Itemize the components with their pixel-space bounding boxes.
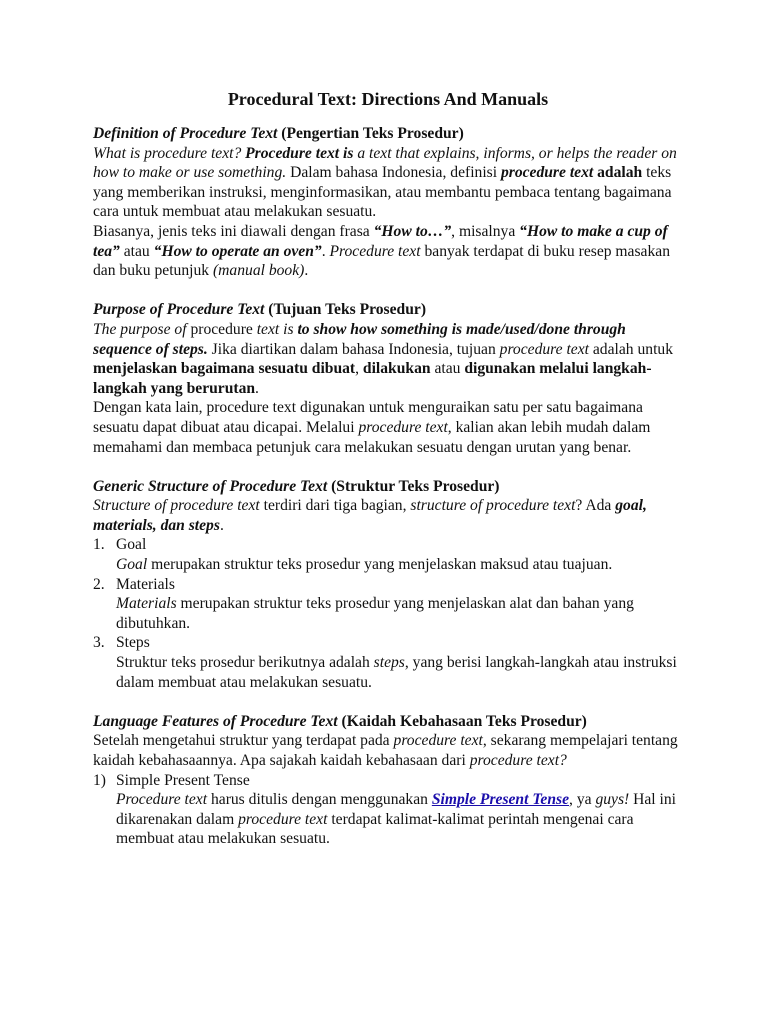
structure-section bbox=[93, 477, 683, 693]
text-run: Struktur teks prosedur berikutnya adalah bbox=[116, 654, 374, 672]
list-item bbox=[93, 633, 683, 692]
language-intro bbox=[93, 731, 683, 770]
text-run: (manual book) bbox=[212, 262, 305, 280]
text-run: Procedure text is bbox=[245, 144, 354, 162]
text-run: teks yang memberikan instruksi, menginformasikan, atau membantu pembaca tentang bagaimana cara untuk membuat atau melakukan sesuatu. bbox=[93, 164, 672, 221]
text-run: The purpose of bbox=[93, 320, 191, 338]
text-run: What is procedure text? bbox=[93, 144, 246, 162]
list-number: 2. bbox=[93, 575, 105, 593]
definition-section bbox=[93, 124, 683, 281]
text-run: . bbox=[255, 379, 259, 397]
structure-heading bbox=[93, 477, 683, 497]
language-heading bbox=[93, 712, 683, 732]
text-run: “How to make a cup of tea” bbox=[93, 222, 668, 260]
text-run: , bbox=[355, 360, 363, 378]
text-run: , sekarang mempelajari tentang kaidah kebahasaannya. Apa sajakah kaidah kebahasaan dari bbox=[93, 732, 678, 769]
list-number: 1) bbox=[93, 771, 106, 789]
text-run: Goal bbox=[116, 556, 148, 574]
text-run: terdiri dari tiga bagian, bbox=[259, 497, 411, 515]
list-item-label: Goal bbox=[116, 536, 147, 554]
text-run: “How to…” bbox=[373, 222, 452, 240]
text-run: atau bbox=[430, 360, 465, 378]
text-run: , ya bbox=[569, 791, 596, 809]
definition-paragraph-2 bbox=[93, 222, 683, 281]
purpose-heading-id: (Tujuan Teks Prosedur) bbox=[268, 301, 427, 319]
text-run: Setelah mengetahui struktur yang terdapat pada bbox=[93, 732, 394, 750]
text-run: “How to operate an oven” bbox=[153, 242, 322, 260]
text-run: menjelaskan bagaimana sesuatu dibuat bbox=[93, 360, 356, 378]
definition-heading-id: (Pengertian Teks Prosedur) bbox=[281, 125, 464, 142]
text-run: , kalian akan lebih mudah dalam memahami dan membaca petunjuk cara melakukan sesuatu dengan urutan yang benar. bbox=[93, 418, 651, 456]
text-run: merupakan struktur teks prosedur yang menjelaskan alat dan bahan yang dibutuhkan. bbox=[116, 595, 634, 632]
text-run: , misalnya bbox=[451, 222, 520, 240]
text-run: Hal ini dikarenakan dalam bbox=[116, 791, 676, 828]
language-heading-id: (Kaidah Kebahasaan Teks Prosedur) bbox=[341, 712, 587, 730]
purpose-heading bbox=[93, 300, 683, 320]
text-run: Materials bbox=[116, 595, 177, 613]
text-run: structure of procedure text bbox=[410, 497, 576, 515]
text-run: adalah untuk bbox=[588, 340, 673, 358]
list-item-label: Simple Present Tense bbox=[116, 771, 250, 789]
text-run: procedure text bbox=[393, 732, 483, 750]
text-run: procedure text bbox=[358, 418, 448, 436]
text-run: . bbox=[304, 262, 309, 280]
definition-heading bbox=[93, 124, 683, 144]
text-run: Dengan kata lain, procedure text digunakan untuk menguraikan satu per satu bagaimana sesuatu dapat dibuat atau dicapai. Melalui bbox=[93, 399, 643, 436]
text-run: Structure of procedure text bbox=[93, 497, 260, 515]
text-run: terdapat kalimat-kalimat perintah mengenai cara membuat atau melakukan sesuatu. bbox=[116, 810, 634, 848]
text-run: atau bbox=[119, 242, 154, 260]
text-run: goal, materials, dan steps bbox=[93, 497, 647, 534]
purpose-heading-en: Purpose of Procedure Text bbox=[93, 301, 265, 319]
list-item-label: Materials bbox=[116, 575, 175, 593]
text-run: text is bbox=[256, 320, 298, 338]
list-item-description bbox=[116, 594, 683, 633]
text-run: ? Ada bbox=[575, 497, 616, 515]
document-body bbox=[93, 87, 683, 849]
purpose-section bbox=[93, 300, 683, 457]
text-run: procedure text? bbox=[469, 752, 567, 769]
list-item bbox=[93, 575, 683, 634]
text-run: harus ditulis dengan menggunakan bbox=[207, 791, 432, 809]
text-run: to show how something is made/used/done through sequence of steps. bbox=[93, 320, 626, 358]
text-run: banyak terdapat di buku resep masakan dan buku petunjuk bbox=[93, 242, 670, 280]
text-run: merupakan struktur teks prosedur yang menjelaskan maksud atau tuajuan. bbox=[147, 556, 613, 574]
text-run: procedure bbox=[190, 320, 257, 338]
text-run: . bbox=[219, 516, 224, 534]
text-run: dilakukan bbox=[362, 360, 431, 378]
purpose-paragraph-1 bbox=[93, 320, 683, 398]
structure-list bbox=[93, 535, 683, 692]
definition-paragraph-1 bbox=[93, 144, 683, 222]
simple-present-tense-link[interactable]: Simple Present Tense bbox=[431, 791, 570, 809]
language-heading-en: Language Features of Procedure Text bbox=[93, 712, 338, 730]
text-run: procedure text bbox=[499, 340, 589, 358]
text-run: Jika diartikan dalam bahasa Indonesia, tujuan bbox=[207, 340, 500, 358]
text-run: Biasanya, jenis teks ini diawali dengan frasa bbox=[93, 222, 374, 240]
list-item-description bbox=[116, 555, 683, 575]
list-item-description bbox=[116, 790, 683, 849]
structure-heading-id: (Struktur Teks Prosedur) bbox=[331, 477, 500, 495]
text-run: procedure text bbox=[500, 164, 594, 182]
list-item-description bbox=[116, 653, 683, 692]
structure-heading-en: Generic Structure of Procedure Text bbox=[93, 477, 328, 495]
language-section bbox=[93, 712, 683, 849]
text-run: . bbox=[321, 242, 330, 260]
text-run: digunakan melalui langkah-langkah yang berurutan bbox=[93, 360, 652, 397]
list-number: 3. bbox=[93, 634, 105, 652]
text-run: Procedure text bbox=[329, 242, 421, 260]
text-run: Procedure text bbox=[116, 791, 208, 809]
text-run: a text that explains, informs, or helps the reader on how to make or use something. bbox=[93, 144, 677, 182]
purpose-paragraph-2 bbox=[93, 398, 683, 457]
text-run: , yang berisi langkah-langkah atau instruksi dalam membuat atau melakukan sesuatu. bbox=[116, 654, 677, 691]
list-item bbox=[93, 535, 683, 574]
text-run: adalah bbox=[593, 164, 643, 182]
structure-intro bbox=[93, 496, 683, 535]
definition-heading-en: Definition of Procedure Text bbox=[93, 125, 278, 142]
text-run: guys! bbox=[595, 791, 630, 809]
list-item-label: Steps bbox=[116, 634, 150, 652]
text-run: steps bbox=[373, 654, 405, 672]
list-number: 1. bbox=[93, 536, 105, 554]
text-run: procedure text bbox=[238, 810, 328, 828]
list-item bbox=[93, 771, 683, 849]
language-list bbox=[93, 771, 683, 849]
document-title: Procedural Text: Directions And Manuals bbox=[227, 89, 549, 109]
text-run: Dalam bahasa Indonesia, definisi bbox=[286, 164, 501, 182]
